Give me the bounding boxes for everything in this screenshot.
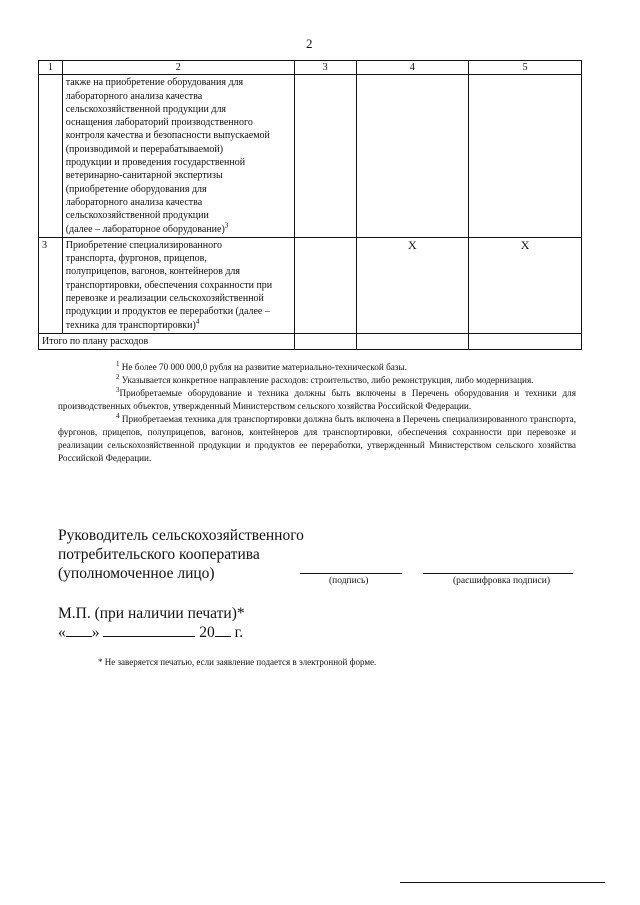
row-col-5: Х [469, 237, 582, 333]
total-col-3 [294, 333, 356, 349]
row-col-5 [469, 75, 582, 238]
page-number: 2 [306, 36, 313, 51]
footnote-1 [58, 361, 576, 374]
footnote-ref: 4 [195, 317, 200, 326]
date-line [58, 622, 243, 642]
month-blank [103, 622, 195, 637]
footnote-ref: 3 [224, 221, 229, 230]
footnote-2-text: Указывается конкретное направление расходов: строительство, либо реконструкция, либо модернизация. [121, 375, 534, 385]
row-description-text: также на приобретение оборудования для лабораторного анализа качества сельскохозяйственной продукции для оснащения лабораторий производственного контроля качества и безопасности выпускаемой (производимой и перерабатываемой) продукции и проведения государственной ветеринарно-санитарной экспертизы (приобретение оборудования для лабораторного анализа качества сельскохозяйственной продукции (далее – лабораторное оборудование) [65, 77, 270, 235]
signatory-title: Руководитель сельскохозяйственного потребительского кооператива (уполномоченное лицо) [58, 527, 304, 582]
table-header-row [39, 61, 582, 75]
footnote-3-number: 3 [116, 385, 120, 394]
total-col-4 [356, 333, 469, 349]
row-description [62, 237, 294, 333]
date-open-quote: « [58, 624, 66, 641]
row-number [39, 75, 63, 238]
total-label: Итого по плану расходов [39, 333, 295, 349]
expenses-table [38, 60, 582, 350]
row-col-3 [294, 237, 356, 333]
header-col-4: 4 [356, 61, 469, 75]
footnote-4 [58, 413, 576, 465]
decoding-line [423, 573, 573, 574]
year-blank [215, 622, 231, 637]
footnotes [58, 361, 576, 465]
footnote-2 [58, 374, 576, 387]
day-blank [66, 622, 92, 637]
table-row [39, 237, 582, 333]
signature-line [300, 573, 402, 574]
row-description [62, 75, 294, 238]
date-close-quote: » [91, 624, 100, 641]
header-col-3: 3 [294, 61, 356, 75]
row-col-4 [356, 75, 469, 238]
header-col-2: 2 [62, 61, 294, 75]
year-suffix: г. [234, 624, 244, 641]
total-col-5 [469, 333, 582, 349]
seal-note: * Не заверяется печатью, если заявление подается в электронной форме. [98, 657, 377, 667]
row-description-text: Приобретение специализированного транспорта, фургонов, прицепов, полуприцепов, вагонов, контейнеров для транспортировки, обеспечения сохранности при перевозке и реализации сельскохозяйственной продукции и продуктов ее переработки (далее – техника для транспортировки) [65, 239, 273, 331]
decoding-caption: (расшифровка подписи) [453, 576, 550, 586]
footnote-1-number: 1 [116, 359, 120, 368]
row-number: 3 [39, 237, 63, 333]
row-col-3 [294, 75, 356, 238]
row-col-4: Х [356, 237, 469, 333]
seal-label: М.П. (при наличии печати)* [58, 605, 245, 622]
footnote-1-text: Не более 70 000 000,0 рубля на развитие материально-технической базы. [121, 362, 407, 372]
bottom-rule [400, 882, 605, 883]
footnote-3-text: Приобретаемые оборудование и техника должны быть включены в Перечень оборудования и техники для производственных объектов, утвержденный Министерством сельского хозяйства Российской Федерации. [58, 388, 576, 411]
footnote-3 [58, 387, 576, 413]
footnote-2-number: 2 [116, 372, 120, 381]
table-row [39, 75, 582, 238]
header-col-5: 5 [469, 61, 582, 75]
header-col-1: 1 [39, 61, 63, 75]
signature-caption: (подпись) [329, 576, 369, 586]
footnote-4-number: 4 [116, 411, 120, 420]
footnote-4-text: Приобретаемая техника для транспортировки должна быть включена в Перечень специализированного транспорта, фургонов, прицепов, полуприцепов, вагонов, контейнеров для транспортировки, обеспечения сохранности при перевозке и реализации сельскохозяйственной продукции и продуктов ее переработки, утвержденный Министерством сельского хозяйства Российской Федерации. [58, 414, 576, 463]
table-total-row [39, 333, 582, 349]
year-prefix: 20 [199, 624, 215, 641]
